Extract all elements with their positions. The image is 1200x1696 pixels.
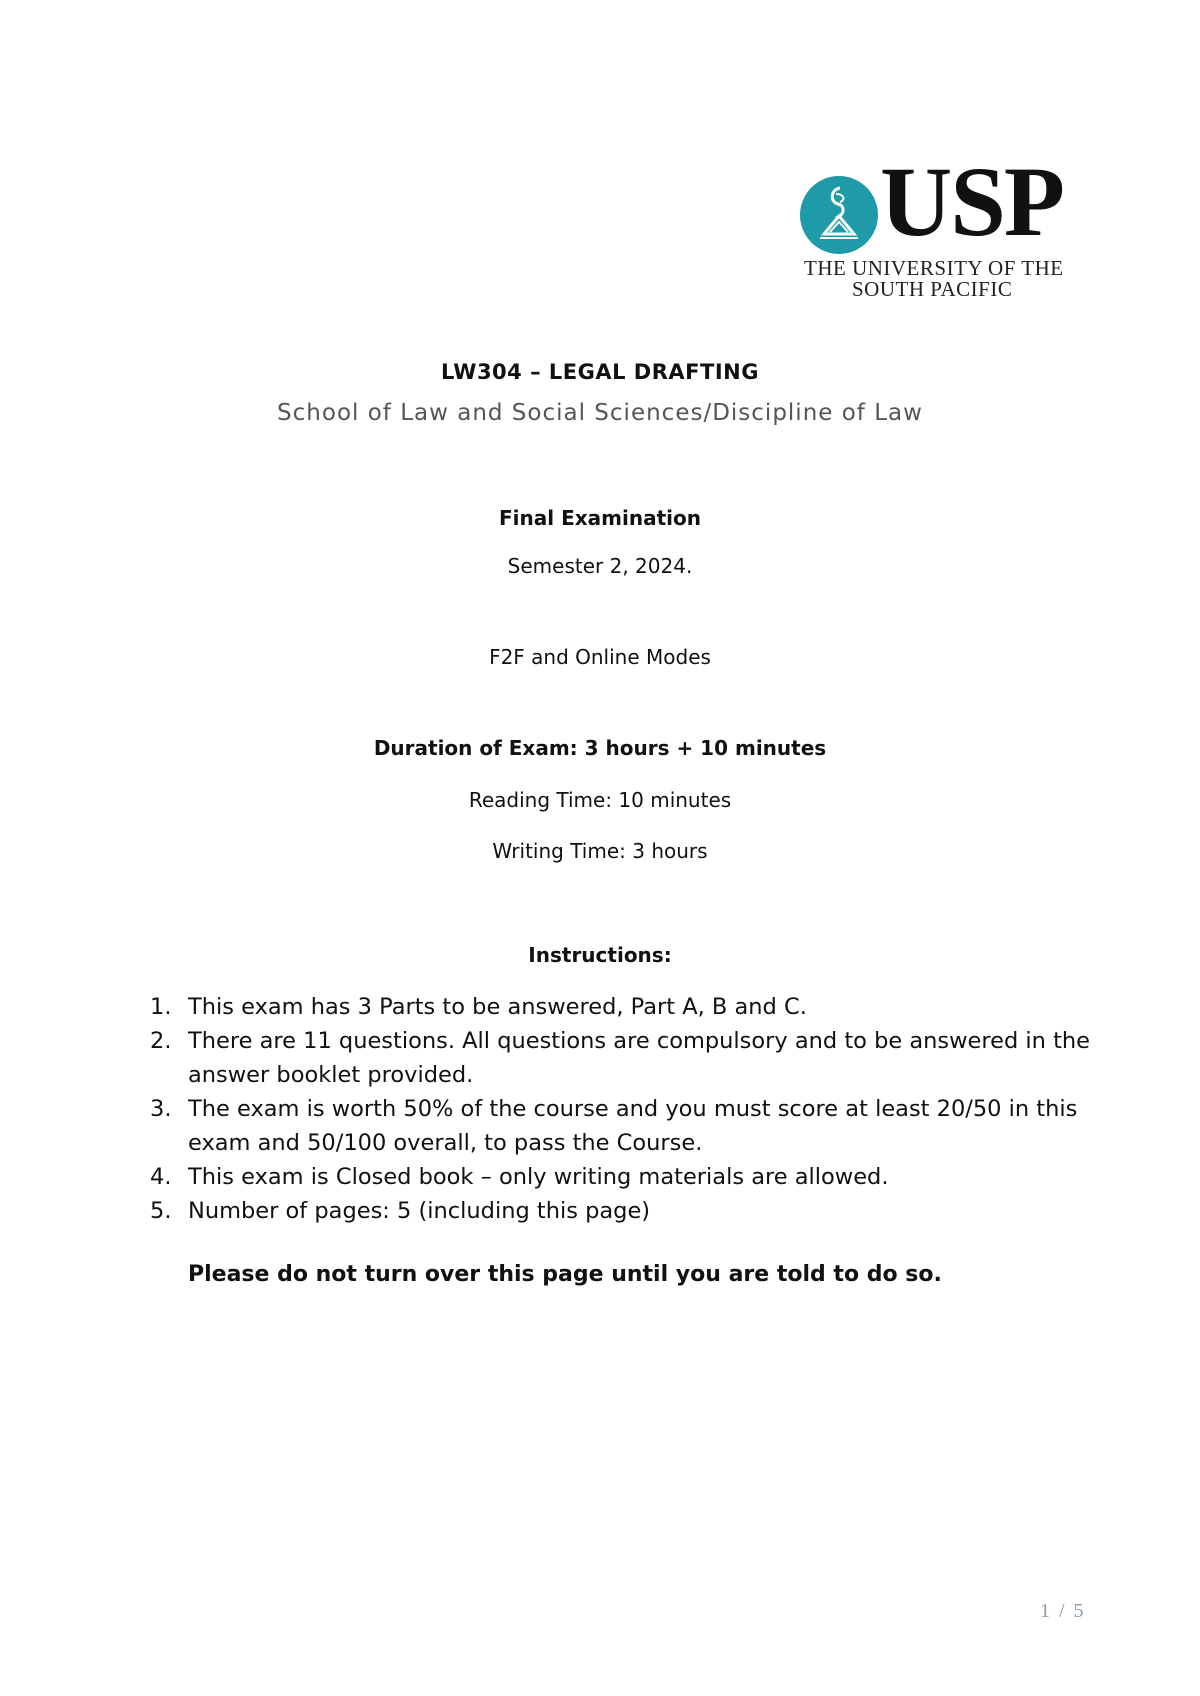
instruction-text: Number of pages: 5 (including this page) (188, 1198, 651, 1224)
instruction-text: This exam is Closed book – only writing materials are allowed. (188, 1164, 889, 1190)
usp-wordmark: USP (880, 146, 1063, 257)
exam-title: Final Examination (499, 506, 701, 530)
instruction-number: 4. (150, 1164, 172, 1190)
instructions-heading: Instructions: (528, 943, 672, 967)
instruction-number: 2. (150, 1028, 172, 1054)
exam-duration: Duration of Exam: 3 hours + 10 minutes (373, 736, 827, 760)
usp-logo (800, 146, 1070, 302)
usp-emblem-icon (800, 176, 878, 254)
instruction-item (150, 1024, 1100, 1092)
instruction-item (150, 1160, 1100, 1194)
instruction-text: The exam is worth 50% of the course and you must score at least 20/50 in this exam and 50/100 overall, to pass the Course. (188, 1096, 1078, 1156)
instruction-item (150, 1194, 1100, 1228)
writing-time: Writing Time: 3 hours (492, 839, 708, 863)
instructions-list (150, 990, 1100, 1228)
course-title: LW304 – LEGAL DRAFTING (441, 360, 759, 384)
reading-time: Reading Time: 10 minutes (468, 788, 732, 812)
university-name-line2: SOUTH PACIFIC (852, 277, 1013, 301)
instruction-number: 3. (150, 1096, 172, 1122)
instruction-number: 5. (150, 1198, 172, 1224)
school-name: School of Law and Social Sciences/Discipline of Law (277, 400, 923, 426)
instruction-text: This exam has 3 Parts to be answered, Part A, B and C. (188, 994, 807, 1020)
do-not-turn-warning: Please do not turn over this page until you are told to do so. (188, 1262, 942, 1287)
university-name-line1: THE UNIVERSITY OF THE (804, 256, 1064, 280)
semester: Semester 2, 2024. (507, 554, 693, 578)
instruction-text: There are 11 questions. All questions are compulsory and to be answered in the answer booklet provided. (188, 1028, 1091, 1088)
page-number: 1 / 5 (1040, 1600, 1086, 1622)
instruction-item (150, 990, 1100, 1024)
instruction-number: 1. (150, 994, 172, 1020)
exam-modes: F2F and Online Modes (489, 645, 711, 669)
university-name (804, 258, 1064, 300)
instruction-item (150, 1092, 1100, 1160)
